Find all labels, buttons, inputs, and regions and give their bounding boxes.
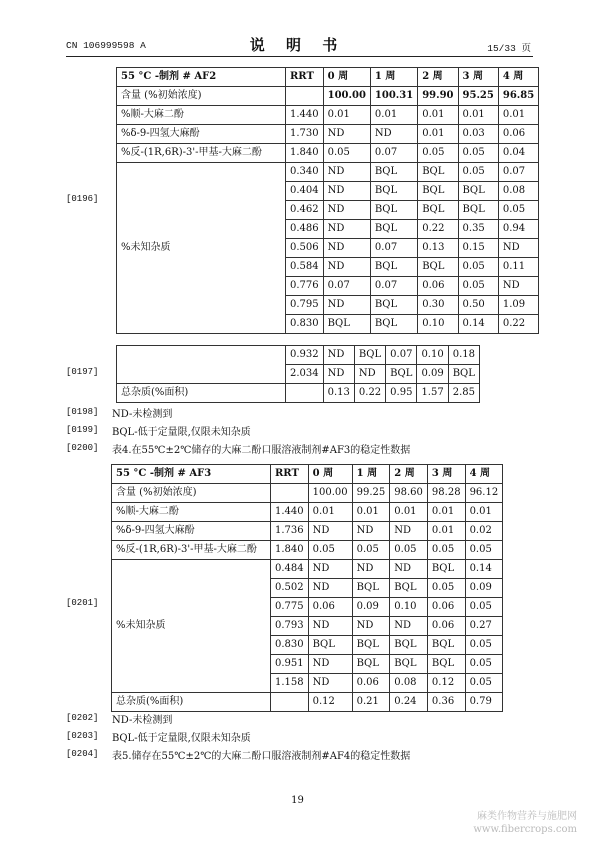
stability-table-af3 [111, 464, 503, 712]
paragraph-number: [0199] [66, 425, 99, 435]
row-label: 含量 (%初始浓度) [112, 484, 271, 503]
value-cell: BQL [427, 560, 465, 579]
value-cell: 0.01 [323, 106, 370, 125]
paragraph-number: [0200] [66, 443, 99, 453]
value-cell: ND [390, 560, 428, 579]
value-cell: 99.90 [418, 87, 458, 106]
table-header-row [117, 68, 539, 87]
value-cell: ND [323, 182, 370, 201]
value-cell: 0.01 [308, 503, 352, 522]
note-text: BQL-低于定量限,仅限未知杂质 [112, 733, 251, 744]
value-cell: 0.07 [370, 277, 417, 296]
value-cell: 2.85 [448, 384, 479, 403]
value-cell: 0.07 [498, 163, 538, 182]
note-text: BQL-低于定量限,仅限未知杂质 [112, 427, 251, 438]
table-row [117, 87, 539, 106]
value-cell: 0.01 [465, 503, 503, 522]
rrt-cell: 2.034 [286, 365, 324, 384]
value-cell: BQL [323, 315, 370, 334]
value-cell: ND [323, 163, 370, 182]
value-cell: 0.05 [390, 541, 428, 560]
value-cell: 0.12 [427, 674, 465, 693]
value-cell: 0.06 [418, 277, 458, 296]
value-cell: ND [323, 239, 370, 258]
rrt-cell: 0.484 [271, 560, 309, 579]
value-cell: ND [354, 365, 385, 384]
value-cell: 0.05 [498, 201, 538, 220]
value-cell: ND [308, 579, 352, 598]
row-label: %反-(1R,6R)-3'-甲基-大麻二酚 [112, 541, 271, 560]
value-cell: 100.31 [370, 87, 417, 106]
row-label: 含量 (%初始浓度) [117, 87, 286, 106]
header-cell: 55 °C -制剂 # AF2 [117, 68, 286, 87]
header-cell: RRT [271, 465, 309, 484]
rrt-cell: 0.404 [286, 182, 324, 201]
value-cell: 0.05 [465, 636, 503, 655]
paragraph-number: [0201] [66, 598, 99, 608]
value-cell: 0.06 [427, 598, 465, 617]
value-cell: 0.05 [308, 541, 352, 560]
value-cell: 0.18 [448, 346, 479, 365]
rrt-cell: 1.840 [271, 541, 309, 560]
value-cell: 99.25 [352, 484, 390, 503]
header-cell: 2 周 [418, 68, 458, 87]
value-cell: ND [390, 522, 428, 541]
value-cell: ND [498, 239, 538, 258]
value-cell: 0.06 [498, 125, 538, 144]
value-cell: 0.01 [370, 106, 417, 125]
value-cell: 0.05 [427, 541, 465, 560]
rrt-cell: 0.486 [286, 220, 324, 239]
rrt-cell: 0.830 [271, 636, 309, 655]
paragraph-number: [0203] [66, 731, 99, 741]
value-cell: 0.05 [418, 144, 458, 163]
rrt-cell: 0.584 [286, 258, 324, 277]
value-cell: 0.01 [498, 106, 538, 125]
value-cell: 0.07 [370, 144, 417, 163]
rrt-cell: 0.776 [286, 277, 324, 296]
value-cell: 0.11 [498, 258, 538, 277]
value-cell: BQL [390, 655, 428, 674]
value-cell: 0.07 [386, 346, 417, 365]
value-cell: ND [352, 560, 390, 579]
value-cell: BQL [352, 636, 390, 655]
value-cell: 0.95 [386, 384, 417, 403]
value-cell: 1.57 [417, 384, 448, 403]
rrt-cell: 1.440 [271, 503, 309, 522]
value-cell: 98.28 [427, 484, 465, 503]
empty-label-cell [117, 346, 286, 384]
value-cell: 100.00 [308, 484, 352, 503]
value-cell: 0.01 [352, 503, 390, 522]
value-cell: 0.79 [465, 693, 503, 712]
value-cell: 100.00 [323, 87, 370, 106]
page-number: 19 [291, 795, 304, 806]
value-cell: 0.22 [418, 220, 458, 239]
value-cell: BQL [418, 182, 458, 201]
value-cell: 0.05 [458, 258, 498, 277]
stability-table-af2-continued [116, 345, 480, 403]
value-cell: ND [323, 125, 370, 144]
table-row [117, 346, 480, 365]
rrt-cell: 0.775 [271, 598, 309, 617]
value-cell: 0.05 [465, 655, 503, 674]
row-label: %δ-9-四氢大麻酚 [112, 522, 271, 541]
header-cell: 1 周 [370, 68, 417, 87]
table-row [112, 522, 503, 541]
value-cell: BQL [390, 579, 428, 598]
table-header-row [112, 465, 503, 484]
value-cell: 0.09 [465, 579, 503, 598]
value-cell: BQL [418, 201, 458, 220]
page-count: 15/33 页 [487, 43, 531, 54]
stability-table-af2 [116, 67, 539, 334]
value-cell: 0.06 [308, 598, 352, 617]
value-cell: BQL [370, 315, 417, 334]
header-cell: 4 周 [498, 68, 538, 87]
rrt-cell: 0.951 [271, 655, 309, 674]
paragraph-number: [0197] [66, 367, 99, 377]
value-cell: 0.09 [352, 598, 390, 617]
unknown-impurity-label: %未知杂质 [117, 163, 286, 334]
page-title: 说 明 书 [249, 36, 346, 54]
rrt-cell: 0.830 [286, 315, 324, 334]
value-cell: 0.07 [323, 277, 370, 296]
rrt-cell [286, 87, 324, 106]
table-row [117, 144, 539, 163]
paragraph-number: [0196] [66, 194, 99, 204]
value-cell: 0.22 [498, 315, 538, 334]
patent-number: CN 106999598 A [66, 40, 146, 51]
rrt-cell: 1.736 [271, 522, 309, 541]
value-cell: BQL [352, 655, 390, 674]
value-cell: 0.27 [465, 617, 503, 636]
rrt-cell: 0.793 [271, 617, 309, 636]
rrt-cell [286, 384, 324, 403]
value-cell: ND [352, 522, 390, 541]
value-cell: 96.12 [465, 484, 503, 503]
value-cell: 0.24 [390, 693, 428, 712]
value-cell: ND [370, 125, 417, 144]
value-cell: 95.25 [458, 87, 498, 106]
paragraph-number: [0204] [66, 749, 99, 759]
rrt-cell [271, 484, 309, 503]
value-cell: 0.08 [498, 182, 538, 201]
rrt-cell: 1.158 [271, 674, 309, 693]
value-cell: 0.35 [458, 220, 498, 239]
rrt-cell: 1.840 [286, 144, 324, 163]
row-label: %δ-9-四氢大麻酚 [117, 125, 286, 144]
value-cell: 0.01 [418, 125, 458, 144]
table-row [117, 125, 539, 144]
rrt-cell [271, 693, 309, 712]
value-cell: ND [308, 560, 352, 579]
value-cell: ND [323, 258, 370, 277]
value-cell: BQL [390, 636, 428, 655]
value-cell: 0.14 [458, 315, 498, 334]
value-cell: ND [308, 655, 352, 674]
value-cell: 0.10 [390, 598, 428, 617]
note-text: ND-未检测到 [112, 409, 173, 420]
value-cell: BQL [370, 220, 417, 239]
value-cell: BQL [370, 258, 417, 277]
value-cell: ND [323, 296, 370, 315]
value-cell: BQL [418, 258, 458, 277]
row-label: %顺-大麻二酚 [112, 503, 271, 522]
value-cell: 0.13 [323, 384, 354, 403]
paragraph-number: [0198] [66, 407, 99, 417]
value-cell: 0.01 [427, 503, 465, 522]
watermark-line: www.fibercrops.com [473, 824, 577, 835]
table-row [112, 484, 503, 503]
value-cell: 0.36 [427, 693, 465, 712]
table-caption: 表4.在55℃±2℃储存的大麻二酚口服溶液制剂#AF3的稳定性数据 [112, 445, 411, 456]
table-row [112, 693, 503, 712]
value-cell: 0.05 [465, 541, 503, 560]
value-cell: 96.85 [498, 87, 538, 106]
value-cell: 0.12 [308, 693, 352, 712]
value-cell: 0.94 [498, 220, 538, 239]
value-cell: ND [323, 346, 354, 365]
value-cell: 0.13 [418, 239, 458, 258]
value-cell: ND [308, 674, 352, 693]
value-cell: BQL [352, 579, 390, 598]
row-label: 总杂质(%面积) [117, 384, 286, 403]
value-cell: 0.05 [352, 541, 390, 560]
value-cell: 0.02 [465, 522, 503, 541]
value-cell: 0.05 [465, 598, 503, 617]
value-cell: 0.06 [427, 617, 465, 636]
value-cell: 0.01 [458, 106, 498, 125]
value-cell: 98.60 [390, 484, 428, 503]
value-cell: ND [323, 365, 354, 384]
value-cell: 0.08 [390, 674, 428, 693]
paragraph-number: [0202] [66, 713, 99, 723]
header-cell: RRT [286, 68, 324, 87]
value-cell: BQL [370, 182, 417, 201]
value-cell: 0.05 [458, 163, 498, 182]
table-row [112, 503, 503, 522]
value-cell: 0.05 [323, 144, 370, 163]
rrt-cell: 0.502 [271, 579, 309, 598]
value-cell: 0.15 [458, 239, 498, 258]
rrt-cell: 1.730 [286, 125, 324, 144]
table-row [117, 106, 539, 125]
table-row [117, 163, 539, 182]
table-caption: 表5.储存在55℃±2℃的大麻二酚口服溶液制剂#AF4的稳定性数据 [112, 751, 411, 762]
value-cell: ND [352, 617, 390, 636]
value-cell: 1.09 [498, 296, 538, 315]
value-cell: 0.03 [458, 125, 498, 144]
value-cell: BQL [308, 636, 352, 655]
value-cell: BQL [418, 163, 458, 182]
value-cell: 0.01 [390, 503, 428, 522]
rrt-cell: 0.795 [286, 296, 324, 315]
value-cell: 0.21 [352, 693, 390, 712]
row-label: 总杂质(%面积) [112, 693, 271, 712]
value-cell: 0.05 [465, 674, 503, 693]
value-cell: ND [390, 617, 428, 636]
value-cell: BQL [448, 365, 479, 384]
value-cell: ND [308, 522, 352, 541]
header-cell: 55 °C -制剂 # AF3 [112, 465, 271, 484]
value-cell: 0.14 [465, 560, 503, 579]
rrt-cell: 0.932 [286, 346, 324, 365]
value-cell: BQL [370, 296, 417, 315]
value-cell: BQL [458, 182, 498, 201]
value-cell: 0.04 [498, 144, 538, 163]
header-cell: 2 周 [390, 465, 428, 484]
value-cell: 0.01 [427, 522, 465, 541]
value-cell: BQL [354, 346, 385, 365]
value-cell: ND [498, 277, 538, 296]
value-cell: BQL [386, 365, 417, 384]
value-cell: 0.50 [458, 296, 498, 315]
value-cell: BQL [370, 163, 417, 182]
table-row [112, 560, 503, 579]
value-cell: 0.07 [370, 239, 417, 258]
value-cell: 0.06 [352, 674, 390, 693]
value-cell: BQL [370, 201, 417, 220]
header-cell: 0 周 [308, 465, 352, 484]
value-cell: 0.09 [417, 365, 448, 384]
header-cell: 3 周 [427, 465, 465, 484]
value-cell: ND [308, 617, 352, 636]
rrt-cell: 0.462 [286, 201, 324, 220]
value-cell: BQL [458, 201, 498, 220]
header-cell: 3 周 [458, 68, 498, 87]
value-cell: BQL [427, 636, 465, 655]
value-cell: ND [323, 220, 370, 239]
rrt-cell: 0.506 [286, 239, 324, 258]
value-cell: 0.22 [354, 384, 385, 403]
value-cell: BQL [427, 655, 465, 674]
row-label: %反-(1R,6R)-3'-甲基-大麻二酚 [117, 144, 286, 163]
value-cell: 0.05 [458, 277, 498, 296]
header-cell: 0 周 [323, 68, 370, 87]
value-cell: 0.30 [418, 296, 458, 315]
header-cell: 4 周 [465, 465, 503, 484]
value-cell: 0.05 [427, 579, 465, 598]
page-header [0, 36, 595, 56]
value-cell: 0.10 [418, 315, 458, 334]
rrt-cell: 0.340 [286, 163, 324, 182]
value-cell: 0.10 [417, 346, 448, 365]
value-cell: 0.01 [418, 106, 458, 125]
note-text: ND-未检测到 [112, 715, 173, 726]
unknown-impurity-label: %未知杂质 [112, 560, 271, 693]
table-row [117, 384, 480, 403]
watermark-line: 麻类作物营养与施肥网 [477, 811, 577, 822]
header-rule [66, 56, 533, 57]
watermark [473, 810, 577, 836]
header-cell: 1 周 [352, 465, 390, 484]
value-cell: ND [323, 201, 370, 220]
row-label: %顺-大麻二酚 [117, 106, 286, 125]
rrt-cell: 1.440 [286, 106, 324, 125]
value-cell: 0.05 [458, 144, 498, 163]
table-row [112, 541, 503, 560]
